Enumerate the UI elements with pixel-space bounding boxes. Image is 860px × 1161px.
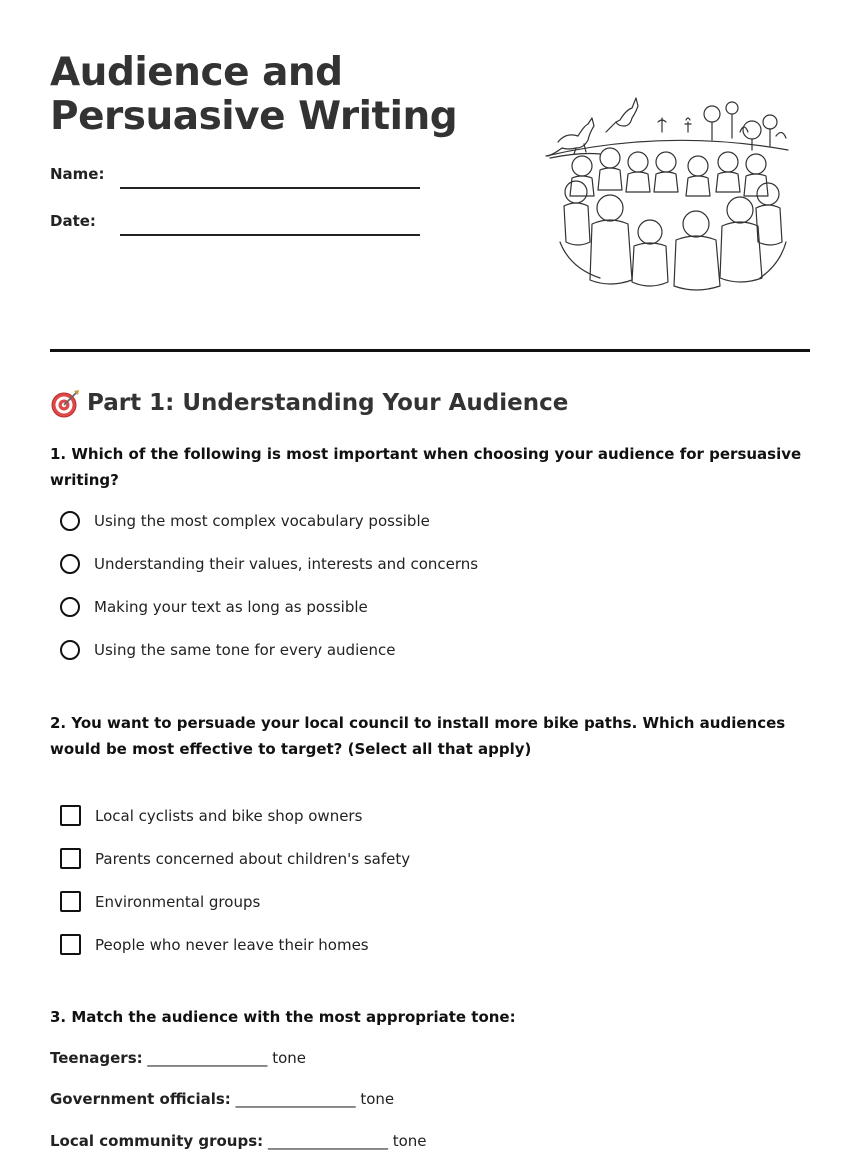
match-row-teenagers (50, 1049, 306, 1067)
q2-option-3[interactable] (60, 891, 260, 912)
option-label: Environmental groups (95, 892, 261, 911)
option-label: Using the most complex vocabulary possible (94, 512, 430, 530)
radio-button[interactable] (60, 597, 80, 617)
q2-option-4[interactable] (60, 934, 369, 955)
children-circle-illustration (540, 92, 792, 292)
title-line-1: Audience and (50, 50, 343, 95)
match-row-government (50, 1090, 394, 1108)
option-label: Understanding their values, interests and concerns (94, 555, 479, 573)
q1-option-4[interactable] (60, 640, 395, 660)
checkbox[interactable] (60, 934, 81, 955)
q1-option-3[interactable] (60, 597, 368, 617)
checkbox[interactable] (60, 891, 81, 912)
tone-suffix: tone (360, 1090, 395, 1108)
option-label: Using the same tone for every audience (94, 641, 396, 659)
match-label: Government officials: (50, 1090, 231, 1108)
title-line-2: Persuasive Writing (50, 94, 458, 139)
tone-blank[interactable]: ________________ (147, 1049, 268, 1067)
section-divider (50, 349, 810, 352)
name-label: Name: (50, 165, 105, 183)
radio-button[interactable] (60, 640, 80, 660)
radio-button[interactable] (60, 554, 80, 574)
q1-option-1[interactable] (60, 511, 430, 531)
name-field[interactable] (120, 187, 420, 189)
target-icon (50, 388, 80, 418)
question-2: 2. You want to persuade your local council to install more bike paths. Which audiences would be most effective to target? (Select all that apply) (50, 714, 786, 758)
tone-blank[interactable]: ________________ (235, 1090, 356, 1108)
part1-heading (50, 388, 568, 418)
question-1: 1. Which of the following is most important when choosing your audience for persuasive writing? (50, 445, 802, 489)
tone-blank[interactable]: ________________ (267, 1132, 388, 1150)
page-title (50, 51, 510, 139)
q2-option-2[interactable] (60, 848, 410, 869)
option-label: Parents concerned about children's safety (95, 849, 411, 868)
option-label: Making your text as long as possible (94, 598, 368, 616)
date-label: Date: (50, 212, 96, 230)
checkbox[interactable] (60, 805, 81, 826)
option-label: Local cyclists and bike shop owners (95, 806, 363, 825)
tone-suffix: tone (392, 1132, 427, 1150)
q2-option-1[interactable] (60, 805, 362, 826)
q1-option-2[interactable] (60, 554, 478, 574)
option-label: People who never leave their homes (95, 935, 369, 954)
match-label: Local community groups: (50, 1132, 264, 1150)
radio-button[interactable] (60, 511, 80, 531)
checkbox[interactable] (60, 848, 81, 869)
match-label: Teenagers: (50, 1049, 143, 1067)
tone-suffix: tone (272, 1049, 306, 1067)
date-field[interactable] (120, 234, 420, 236)
match-row-community (50, 1132, 427, 1150)
question-3: 3. Match the audience with the most appropriate tone: (50, 1008, 516, 1026)
part1-title: Part 1: Understanding Your Audience (87, 390, 569, 416)
